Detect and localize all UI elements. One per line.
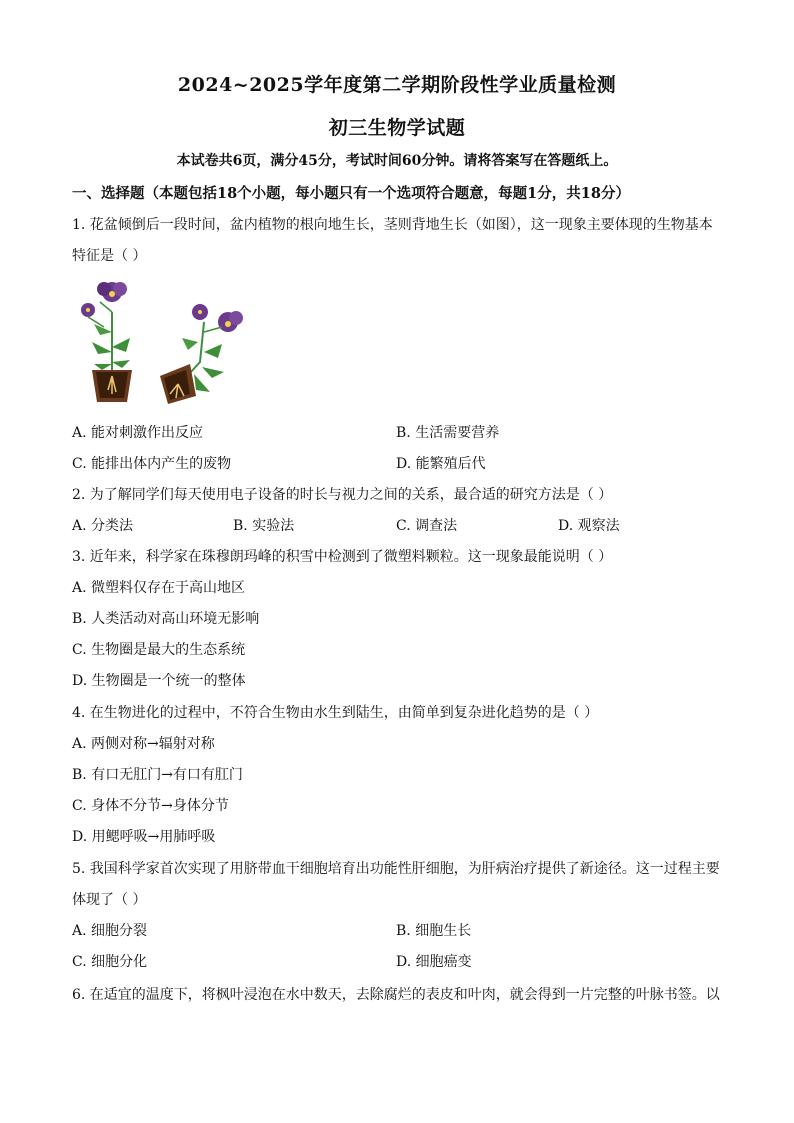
question-2-option-a[interactable]: A. 分类法: [72, 518, 134, 534]
question-5-text: 5. 我国科学家首次实现了用脐带血干细胞培育出功能性肝细胞，为肝病治疗提供了新途径。这一过程主要: [72, 861, 720, 877]
exam-notice: 本试卷共6页，满分45分，考试时间60分钟。请将答案写在答题纸上。: [176, 153, 618, 169]
question-4-option-d[interactable]: D. 用鳃呼吸→用肺呼吸: [72, 829, 216, 845]
question-5-option-a[interactable]: A. 细胞分裂: [72, 923, 148, 939]
tipped-plant-image: [160, 304, 243, 404]
question-3-text: 3. 近年来，科学家在珠穆朗玛峰的积雪中检测到了微塑料颗粒。这一现象最能说明（ ）: [72, 549, 613, 565]
upright-plant-image: [81, 282, 132, 402]
question-3-option-a[interactable]: A. 微塑料仅存在于高山地区: [72, 580, 246, 596]
question-2-text: 2. 为了解同学们每天使用电子设备的时长与视力之间的关系，最合适的研究方法是（ ）: [72, 487, 613, 503]
question-3-option-c[interactable]: C. 生物圈是最大的生态系统: [72, 642, 246, 658]
question-4-text: 4. 在生物进化的过程中，不符合生物由水生到陆生，由简单到复杂进化趋势的是（ ）: [72, 705, 599, 721]
question-4-option-a[interactable]: A. 两侧对称→辐射对称: [72, 736, 215, 752]
question-1-option-c[interactable]: C. 能排出体内产生的废物: [72, 456, 232, 472]
question-1-option-d[interactable]: D. 能繁殖后代: [396, 456, 486, 472]
question-6-text: 6. 在适宜的温度下，将枫叶浸泡在水中数天，去除腐烂的表皮和叶肉，就会得到一片完整的叶脉书签。以: [72, 987, 720, 1003]
section-heading: 一、选择题（本题包括18个小题，每小题只有一个选项符合题意，每题1分，共18分）: [72, 185, 630, 202]
question-4-option-b[interactable]: B. 有口无肛门→有口有肛门: [72, 767, 243, 783]
question-2-option-d[interactable]: D. 观察法: [558, 518, 620, 534]
exam-subtitle: 初三生物学试题: [328, 117, 466, 139]
question-3-option-d[interactable]: D. 生物圈是一个统一的整体: [72, 673, 246, 689]
question-1-text: 1. 花盆倾倒后一段时间，盆内植物的根向地生长，茎则背地生长（如图），这一现象主要体现的生物基本: [72, 217, 713, 233]
question-1-option-b[interactable]: B. 生活需要营养: [396, 425, 500, 441]
question-2-option-c[interactable]: C. 调查法: [396, 518, 458, 534]
question-5-option-d[interactable]: D. 细胞癌变: [396, 954, 472, 970]
question-3-option-b[interactable]: B. 人类活动对高山环境无影响: [72, 611, 260, 627]
question-5-option-c[interactable]: C. 细胞分化: [72, 954, 148, 970]
exam-title: 2024~2025学年度第二学期阶段性学业质量检测: [177, 74, 617, 96]
question-5-option-b[interactable]: B. 细胞生长: [396, 923, 472, 939]
question-2-option-b[interactable]: B. 实验法: [233, 518, 295, 534]
question-4-option-c[interactable]: C. 身体不分节→身体分节: [72, 798, 229, 814]
question-1-text-cont: 特征是（ ）: [72, 248, 147, 264]
question-5-text-cont: 体现了（ ）: [72, 892, 147, 908]
tipped-flowerpot-figure: [72, 272, 252, 412]
question-1-option-a[interactable]: A. 能对刺激作出反应: [72, 425, 204, 441]
